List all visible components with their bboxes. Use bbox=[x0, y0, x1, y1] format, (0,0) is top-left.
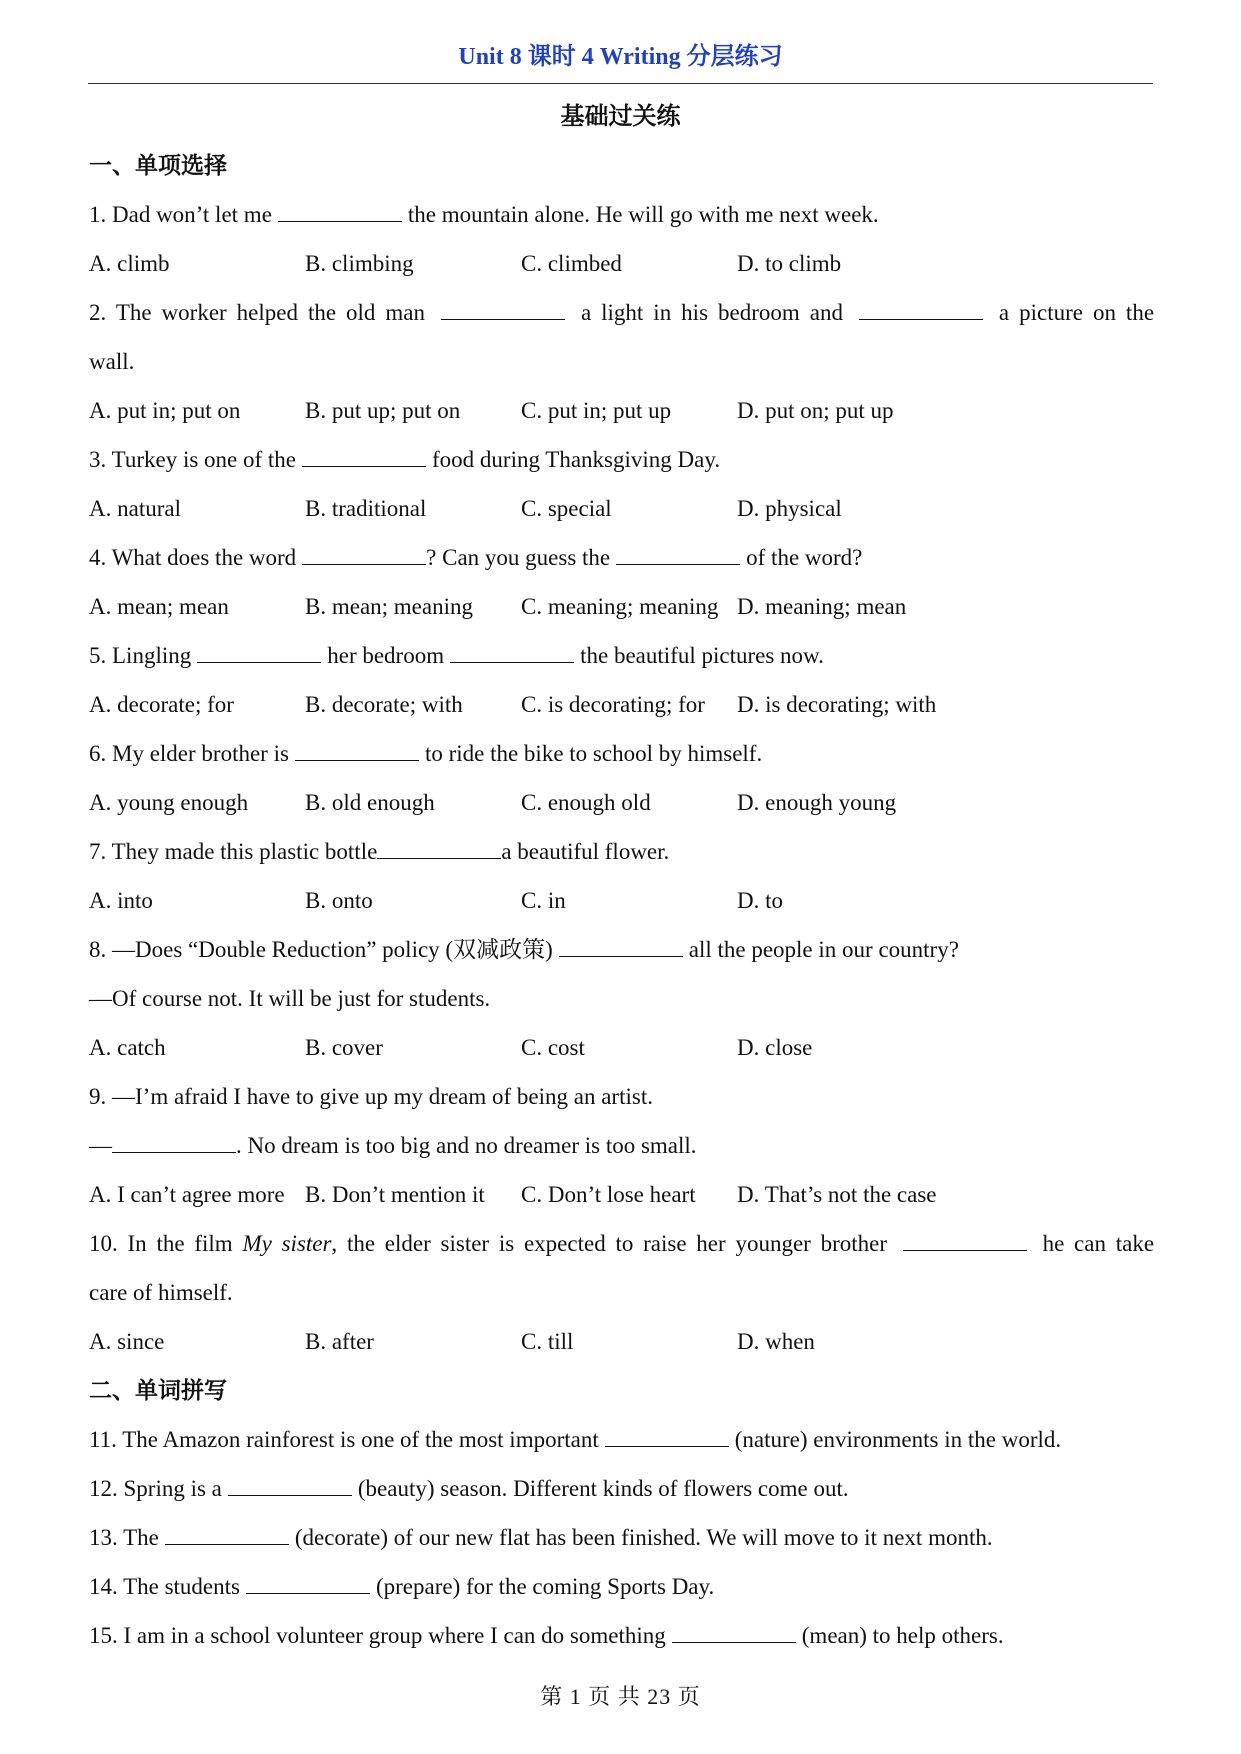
question-10-options bbox=[89, 1317, 1154, 1366]
question-1-options bbox=[89, 239, 1154, 288]
option-c[interactable]: C. till bbox=[521, 1329, 574, 1354]
answer-blank[interactable] bbox=[295, 734, 419, 761]
answer-blank[interactable] bbox=[246, 1567, 370, 1594]
question-text: , the elder sister is expected to raise her younger brother bbox=[331, 1231, 887, 1256]
option-c[interactable]: C. meaning; meaning bbox=[521, 594, 719, 619]
option-d[interactable]: D. enough young bbox=[737, 790, 897, 815]
option-d[interactable]: D. physical bbox=[737, 496, 842, 521]
question-11 bbox=[89, 1415, 1154, 1464]
question-9-reply bbox=[89, 1121, 1154, 1170]
option-b[interactable]: B. mean; meaning bbox=[305, 594, 473, 619]
question-text: a picture on the bbox=[998, 300, 1154, 325]
question-text: 2. The worker helped the old man bbox=[89, 300, 425, 325]
question-3 bbox=[89, 435, 1154, 484]
answer-blank[interactable] bbox=[605, 1420, 729, 1447]
question-1 bbox=[89, 190, 1154, 239]
question-4-options bbox=[89, 582, 1154, 631]
question-2-continued: wall. bbox=[89, 349, 135, 374]
answer-blank[interactable] bbox=[441, 293, 565, 320]
option-a[interactable]: A. I can’t agree more bbox=[89, 1182, 285, 1207]
option-a[interactable]: A. young enough bbox=[89, 790, 249, 815]
answer-blank[interactable] bbox=[450, 636, 574, 663]
question-text: food during Thanksgiving Day. bbox=[432, 447, 721, 472]
option-a[interactable]: A. natural bbox=[89, 496, 181, 521]
question-text: 15. I am in a school volunteer group where I can do something bbox=[89, 1623, 666, 1648]
question-text: 12. Spring is a bbox=[89, 1476, 222, 1501]
question-8 bbox=[89, 925, 1154, 974]
option-d[interactable]: D. when bbox=[737, 1329, 815, 1354]
option-c[interactable]: C. enough old bbox=[521, 790, 651, 815]
option-b[interactable]: B. onto bbox=[305, 888, 373, 913]
question-8-options bbox=[89, 1023, 1154, 1072]
option-b[interactable]: B. put up; put on bbox=[305, 398, 461, 423]
question-2-options bbox=[89, 386, 1154, 435]
option-d[interactable]: D. to bbox=[737, 888, 783, 913]
question-14 bbox=[89, 1562, 1154, 1611]
question-text: 5. Lingling bbox=[89, 643, 192, 668]
section-heading-spelling: 二、单词拼写 bbox=[89, 1378, 227, 1403]
answer-blank[interactable] bbox=[903, 1224, 1027, 1251]
option-d[interactable]: D. to climb bbox=[737, 251, 842, 276]
question-text: 1. Dad won’t let me bbox=[89, 202, 272, 227]
option-c[interactable]: C. climbed bbox=[521, 251, 622, 276]
question-9: 9. —I’m afraid I have to give up my dream of being an artist. bbox=[89, 1084, 653, 1109]
question-text: 7. They made this plastic bottle bbox=[89, 839, 378, 864]
question-text: her bedroom bbox=[327, 643, 445, 668]
option-d[interactable]: D. is decorating; with bbox=[737, 692, 937, 717]
answer-blank[interactable] bbox=[278, 195, 402, 222]
page-number: 第 1 页 共 23 页 bbox=[540, 1684, 701, 1709]
question-15 bbox=[89, 1611, 1154, 1660]
option-a[interactable]: A. mean; mean bbox=[89, 594, 229, 619]
question-4 bbox=[89, 533, 1154, 582]
answer-blank[interactable] bbox=[859, 293, 983, 320]
option-b[interactable]: B. old enough bbox=[305, 790, 435, 815]
question-6 bbox=[89, 729, 1154, 778]
answer-blank[interactable] bbox=[559, 930, 683, 957]
option-a[interactable]: A. into bbox=[89, 888, 153, 913]
answer-blank[interactable] bbox=[165, 1518, 289, 1545]
option-a[interactable]: A. put in; put on bbox=[89, 398, 241, 423]
question-text: 10. In the film bbox=[89, 1231, 233, 1256]
question-3-options bbox=[89, 484, 1154, 533]
question-text: he can take bbox=[1042, 1231, 1154, 1256]
answer-blank[interactable] bbox=[112, 1126, 236, 1153]
film-title: My sister bbox=[242, 1231, 332, 1256]
option-c[interactable]: C. in bbox=[521, 888, 566, 913]
answer-blank[interactable] bbox=[302, 538, 426, 565]
option-a[interactable]: A. climb bbox=[89, 251, 170, 276]
question-text: all the people in our country? bbox=[688, 937, 959, 962]
question-text: the mountain alone. He will go with me next week. bbox=[407, 202, 879, 227]
question-text: 6. My elder brother is bbox=[89, 741, 289, 766]
question-text: the beautiful pictures now. bbox=[580, 643, 824, 668]
question-12 bbox=[89, 1464, 1154, 1513]
question-text: (beauty) season. Different kinds of flowers come out. bbox=[357, 1476, 849, 1501]
option-d[interactable]: D. put on; put up bbox=[737, 398, 894, 423]
answer-blank[interactable] bbox=[672, 1616, 796, 1643]
answer-blank[interactable] bbox=[377, 832, 501, 859]
option-b[interactable]: B. after bbox=[305, 1329, 374, 1354]
question-6-options bbox=[89, 778, 1154, 827]
option-d[interactable]: D. That’s not the case bbox=[737, 1182, 937, 1207]
document-body bbox=[89, 141, 1154, 1660]
question-text: of the word? bbox=[746, 545, 863, 570]
option-a[interactable]: A. since bbox=[89, 1329, 165, 1354]
question-text: a beautiful flower. bbox=[501, 839, 670, 864]
option-c[interactable]: C. put in; put up bbox=[521, 398, 672, 423]
question-text: . No dream is too big and no dreamer is too small. bbox=[236, 1133, 697, 1158]
option-b[interactable]: B. climbing bbox=[305, 251, 414, 276]
question-text: 13. The bbox=[89, 1525, 159, 1550]
question-text: ? Can you guess the bbox=[426, 545, 611, 570]
question-13 bbox=[89, 1513, 1154, 1562]
question-8-reply: —Of course not. It will be just for students. bbox=[89, 986, 491, 1011]
question-text: (mean) to help others. bbox=[801, 1623, 1004, 1648]
document-title: Unit 8 课时 4 Writing 分层练习 bbox=[458, 44, 783, 70]
document-subtitle: 基础过关练 bbox=[560, 104, 681, 130]
option-b[interactable]: B. decorate; with bbox=[305, 692, 463, 717]
section-heading-multiple-choice: 一、单项选择 bbox=[89, 153, 227, 178]
answer-blank[interactable] bbox=[228, 1469, 352, 1496]
question-5-options bbox=[89, 680, 1154, 729]
option-c[interactable]: C. special bbox=[521, 496, 612, 521]
option-c[interactable]: C. cost bbox=[521, 1035, 585, 1060]
question-text: a light in his bedroom and bbox=[580, 300, 843, 325]
question-9-options bbox=[89, 1170, 1154, 1219]
question-text: (prepare) for the coming Sports Day. bbox=[375, 1574, 715, 1599]
question-2 bbox=[89, 288, 1154, 337]
answer-blank[interactable] bbox=[197, 636, 321, 663]
question-text: 4. What does the word bbox=[89, 545, 297, 570]
answer-blank[interactable] bbox=[616, 538, 740, 565]
question-text: 8. —Does “Double Reduction” policy (双减政策) bbox=[89, 937, 553, 962]
option-d[interactable]: D. close bbox=[737, 1035, 813, 1060]
question-text: 11. The Amazon rainforest is one of the most important bbox=[89, 1427, 599, 1452]
option-c[interactable]: C. is decorating; for bbox=[521, 692, 705, 717]
option-b[interactable]: B. Don’t mention it bbox=[305, 1182, 485, 1207]
question-text: to ride the bike to school by himself. bbox=[424, 741, 763, 766]
question-7-options bbox=[89, 876, 1154, 925]
option-d[interactable]: D. meaning; mean bbox=[737, 594, 907, 619]
option-b[interactable]: B. cover bbox=[305, 1035, 383, 1060]
question-text: 14. The students bbox=[89, 1574, 240, 1599]
option-b[interactable]: B. traditional bbox=[305, 496, 427, 521]
question-10-continued: care of himself. bbox=[89, 1280, 233, 1305]
answer-blank[interactable] bbox=[302, 440, 426, 467]
question-text: (decorate) of our new flat has been finished. We will move to it next month. bbox=[294, 1525, 993, 1550]
option-a[interactable]: A. decorate; for bbox=[89, 692, 234, 717]
question-7 bbox=[89, 827, 1154, 876]
option-c[interactable]: C. Don’t lose heart bbox=[521, 1182, 696, 1207]
question-text: 3. Turkey is one of the bbox=[89, 447, 296, 472]
option-a[interactable]: A. catch bbox=[89, 1035, 166, 1060]
header-divider bbox=[88, 83, 1153, 84]
question-5 bbox=[89, 631, 1154, 680]
question-text: (nature) environments in the world. bbox=[734, 1427, 1062, 1452]
question-10 bbox=[89, 1219, 1154, 1268]
question-text: — bbox=[89, 1133, 112, 1158]
